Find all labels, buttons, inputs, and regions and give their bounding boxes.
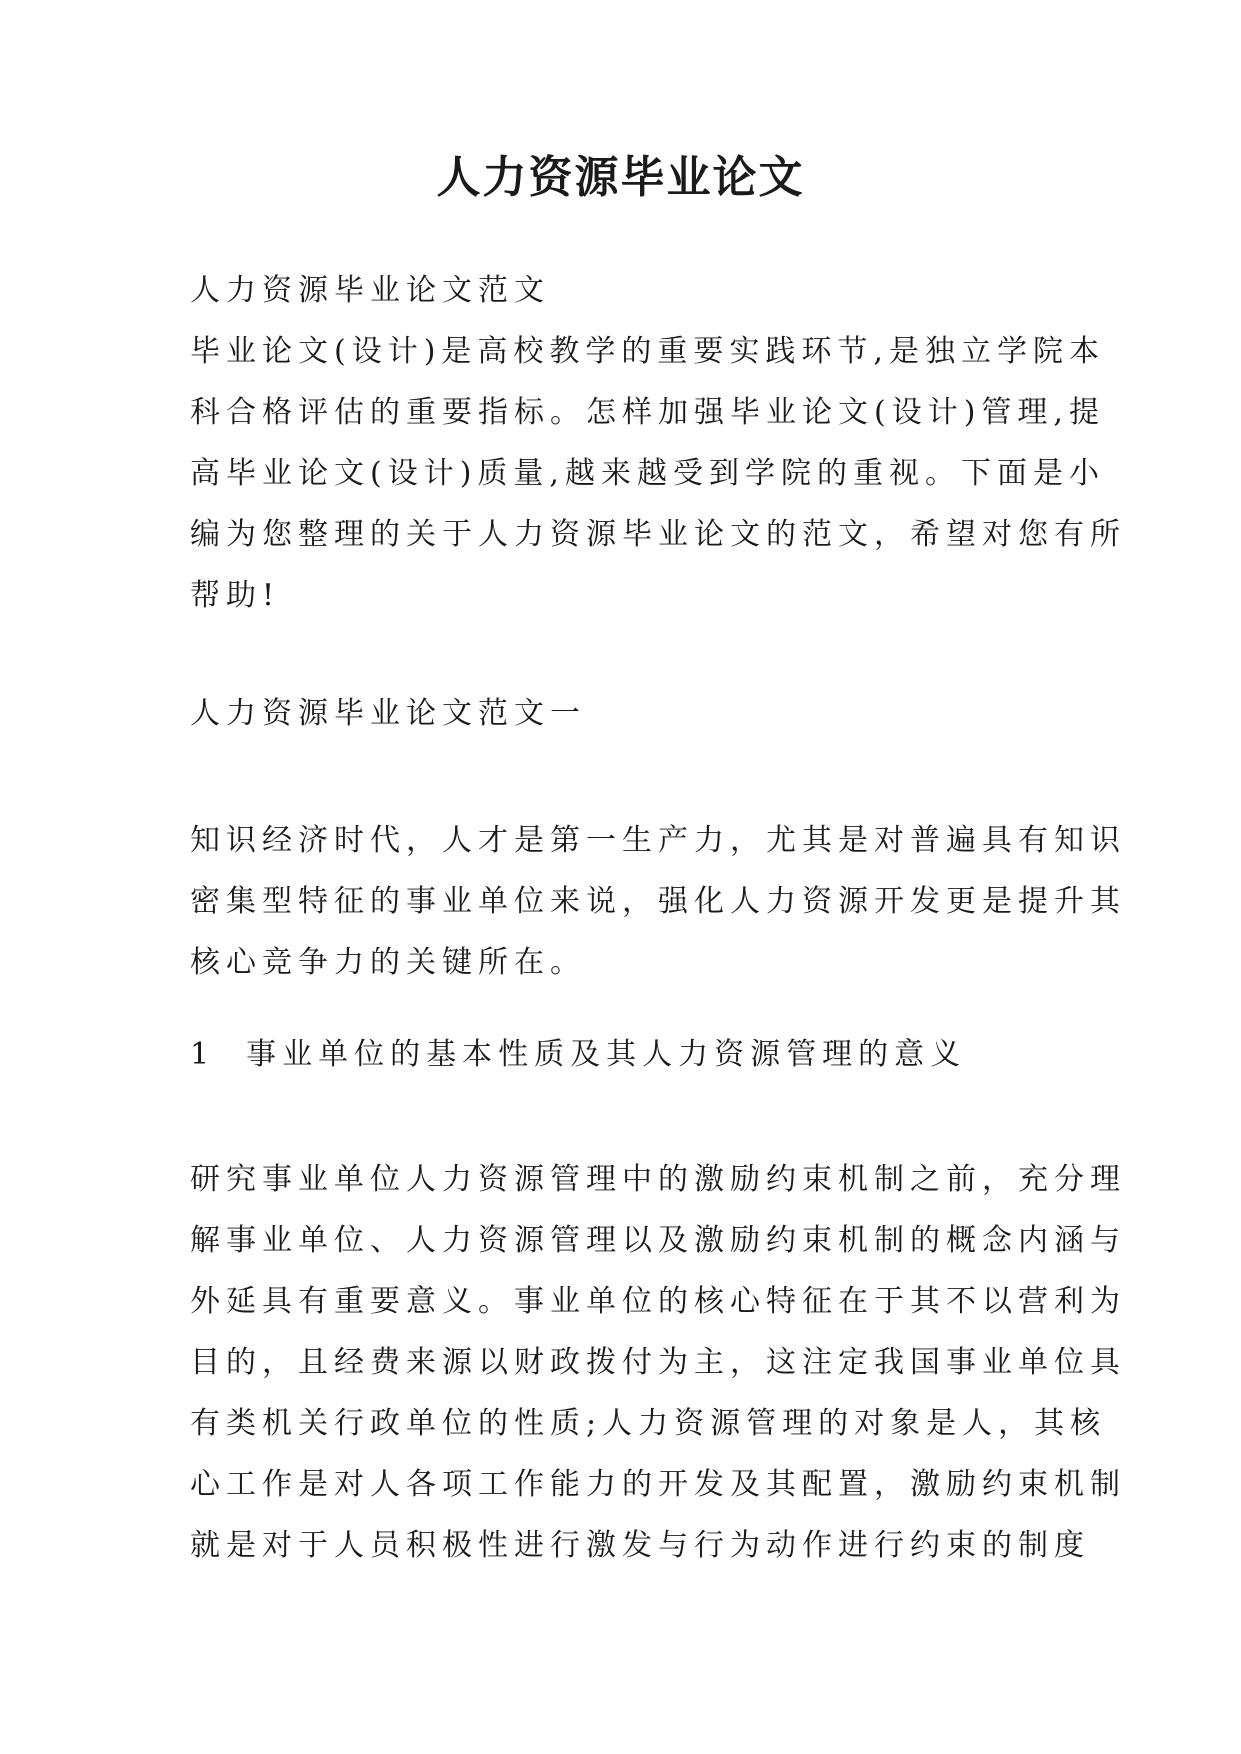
- subheading: 1 事业单位的基本性质及其人力资源管理的意义: [190, 1037, 967, 1072]
- paragraph-2: [190, 1149, 1126, 1576]
- intro-line: 科合格评估的重要指标。怎样加强毕业论文(设计)管理,提: [190, 395, 1105, 430]
- section-heading: 人力资源毕业论文范文一: [190, 696, 586, 731]
- document-title: 人力资源毕业论文: [436, 152, 805, 203]
- paragraph-line: 研究事业单位人力资源管理中的激励约束机制之前，充分理: [190, 1162, 1126, 1197]
- paragraph-line: 目的，且经费来源以财政拨付为主，这注定我国事业单位具: [190, 1345, 1126, 1380]
- intro-heading: 人力资源毕业论文范文: [190, 273, 550, 308]
- intro-line: 毕业论文(设计)是高校教学的重要实践环节,是独立学院本: [190, 334, 1105, 369]
- subheading-block: [190, 1024, 1050, 1085]
- intro-line: 编为您整理的关于人力资源毕业论文的范文，希望对您有所: [190, 517, 1126, 552]
- paragraph-line: 解事业单位、人力资源管理以及激励约束机制的概念内涵与: [190, 1223, 1126, 1258]
- paragraph-line: 知识经济时代，人才是第一生产力，尤其是对普遍具有知识: [190, 823, 1126, 858]
- intro-line: 高毕业论文(设计)质量,越来越受到学院的重视。下面是小: [190, 456, 1105, 491]
- paragraph-line: 心工作是对人各项工作能力的开发及其配置，激励约束机制: [190, 1467, 1126, 1502]
- intro-block: [190, 260, 1126, 626]
- paragraph-line: 有类机关行政单位的性质;人力资源管理的对象是人，其核: [190, 1406, 1107, 1441]
- paragraph-line: 外延具有重要意义。事业单位的核心特征在于其不以营利为: [190, 1284, 1126, 1319]
- section-heading-block: [190, 683, 1050, 744]
- intro-line: 帮助!: [190, 578, 281, 613]
- paragraph-1: [190, 810, 1126, 993]
- paragraph-line: 就是对于人员积极性进行激发与行为动作进行约束的制度: [190, 1528, 1090, 1563]
- paragraph-line: 核心竞争力的关键所在。: [190, 945, 586, 980]
- paragraph-line: 密集型特征的事业单位来说，强化人力资源开发更是提升其: [190, 884, 1126, 919]
